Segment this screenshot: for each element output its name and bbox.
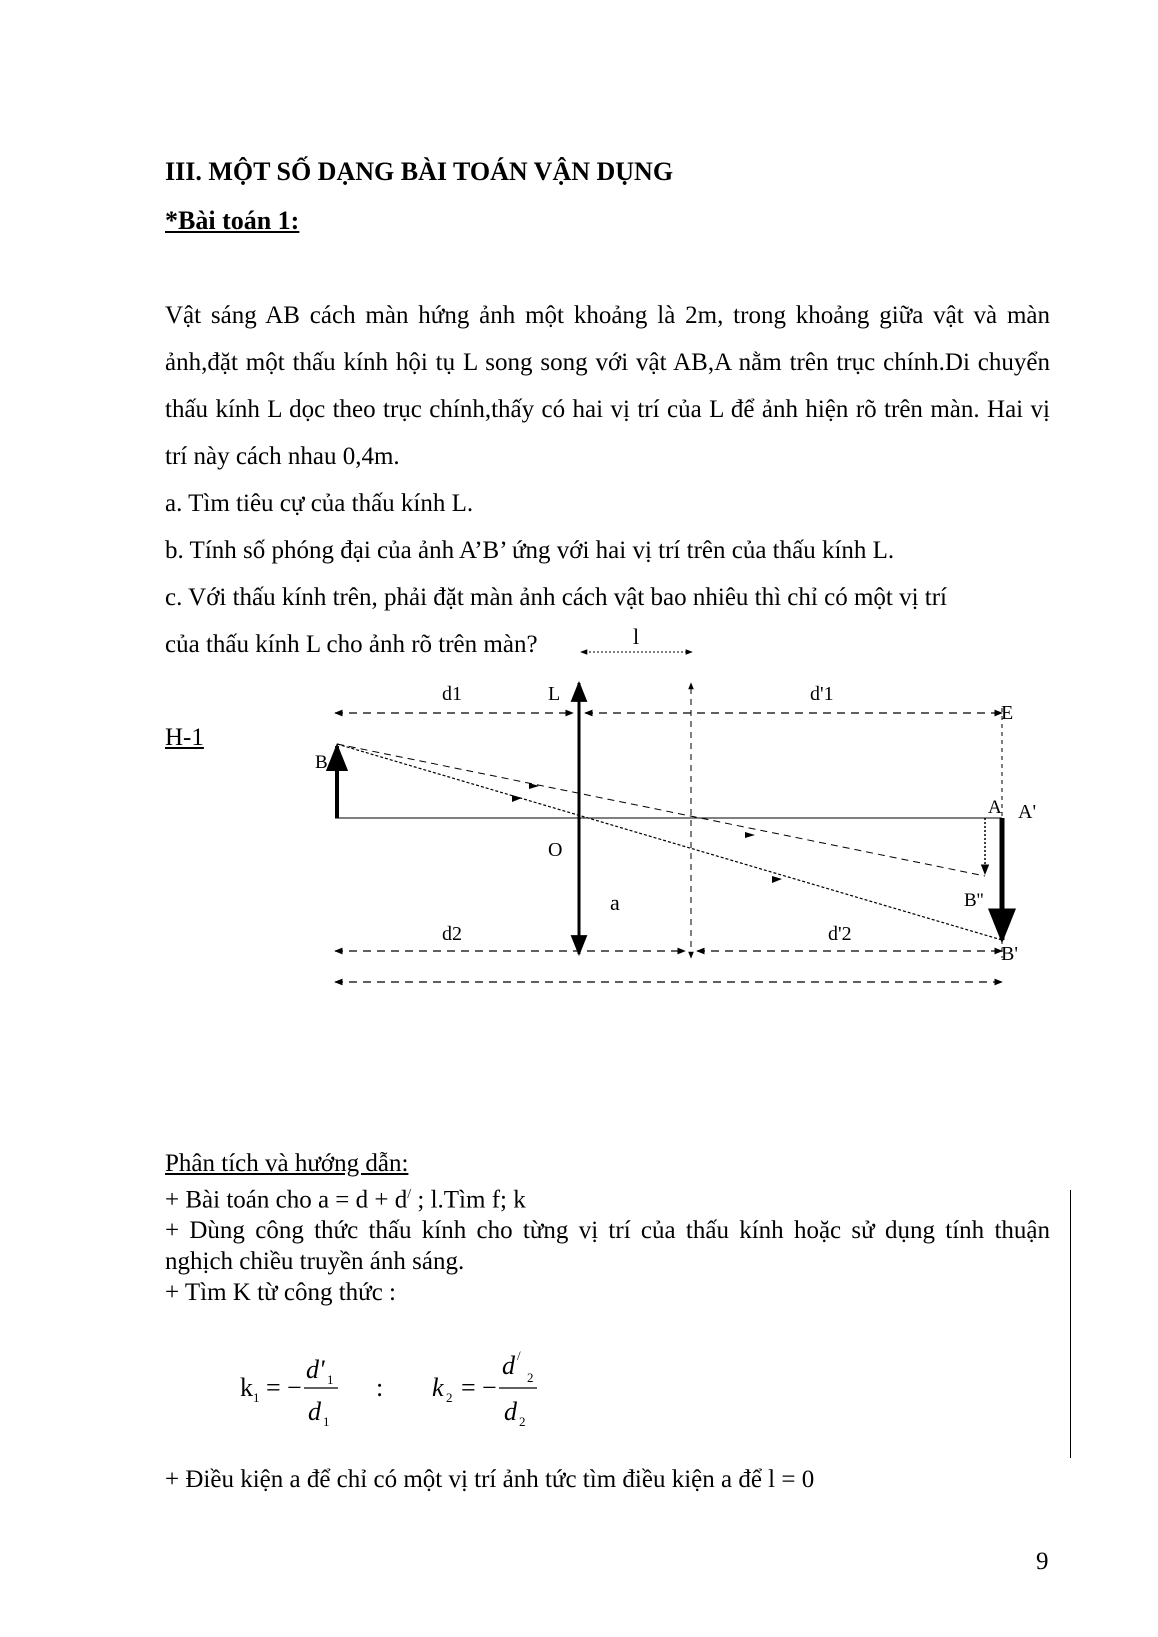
formula-k1: k	[240, 1373, 253, 1402]
analysis-section	[165, 1148, 1050, 1308]
question-c-line1: c. Với thấu kính trên, phải đặt màn ảnh cách vật bao nhiêu thì chỉ có một vị trí	[165, 584, 947, 611]
label-d2: d2	[442, 923, 462, 945]
object-AB	[315, 746, 337, 818]
formula-k1-sub: 1	[253, 1390, 260, 1405]
formula-num-2-sup: /	[517, 1348, 521, 1363]
formula-num-2-sub: 2	[527, 1370, 534, 1385]
formula-num-1-sub: 1	[327, 1372, 334, 1387]
ray-arrowhead	[529, 783, 539, 789]
analysis-line-2: + Dùng công thức thấu kính cho từng vị trí của thấu kính hoặc sử dụng tính thuận nghịch chiều truyền ánh sáng.	[165, 1217, 1050, 1276]
ray-arrowhead	[512, 795, 522, 802]
formula-eq-1: =	[266, 1373, 281, 1402]
margin-rule	[1070, 1190, 1071, 1458]
rays	[337, 744, 1002, 940]
formula-den-1-sub: 1	[323, 1414, 330, 1428]
image-B-double-prime	[964, 797, 1002, 911]
page-number: 9	[1036, 1548, 1049, 1575]
formula-den-2-sub: 2	[519, 1414, 526, 1428]
label-B: B	[315, 752, 328, 773]
analysis-line-1-sup: /	[407, 1187, 412, 1202]
label-L: L	[548, 683, 561, 705]
label-A-small: A	[988, 797, 1002, 818]
label-d1: d1	[442, 683, 462, 705]
bottom-dimensions	[335, 923, 1002, 982]
analysis-line-1-suffix: ; l.Tìm f; k	[411, 1186, 526, 1214]
question-c-line2: của thấu kính L cho ảnh rõ trên màn?	[165, 631, 538, 658]
analysis-line-3: + Tìm K từ công thức :	[165, 1279, 396, 1307]
formula-den-1: d	[308, 1397, 321, 1426]
image-A-prime-B-prime	[1001, 801, 1036, 965]
label-B-double-prime: B''	[964, 890, 984, 911]
analysis-line-1	[165, 1179, 1050, 1215]
section-heading: III. MỘT SỐ DẠNG BÀI TOÁN VẬN DỤNG	[165, 157, 674, 186]
label-O: O	[548, 839, 563, 861]
label-B-prime: B'	[1001, 943, 1018, 965]
formula-num-1: d'	[306, 1355, 325, 1384]
problem-statement: Vật sáng AB cách màn hứng ảnh một khoảng là 2m, trong khoảng giữa vật và màn ảnh,đặt một thấu kính hội tụ L song song với vật AB,A nằm trên trục chính.Di chuyển thấu kính L dọc theo trục chính,thấy có hai vị trí của L để ảnh hiện rõ trên màn. Hai vị trí này cách nhau 0,4m.	[165, 302, 1050, 470]
formula-k2-sub: 2	[446, 1390, 453, 1405]
ray-arrowhead	[745, 832, 755, 838]
label-A-prime: A'	[1018, 801, 1037, 823]
formula-den-2: d	[504, 1397, 517, 1426]
label-d1-prime: d'1	[810, 683, 834, 705]
figure-label: H-1	[165, 724, 204, 751]
condition-line: + Điều kiện a để chỉ có một vị trí ảnh tức tìm điều kiện a để l = 0	[165, 1466, 815, 1493]
formula-separator: :	[376, 1373, 384, 1402]
formula-num-2: d	[502, 1351, 515, 1380]
label-a: a	[610, 890, 620, 915]
formula-eq-2: =	[461, 1373, 476, 1402]
formula-minus-2: −	[482, 1373, 497, 1402]
label-E: E	[1001, 702, 1014, 724]
ray-arrowhead	[772, 876, 782, 883]
top-dimensions	[335, 683, 1013, 724]
formula-minus-1: −	[287, 1373, 302, 1402]
l-dimension	[581, 624, 692, 652]
question-a: a. Tìm tiêu cự của thấu kính L.	[165, 490, 474, 517]
problem-title: *Bài toán 1:	[165, 206, 300, 235]
label-l: l	[633, 624, 640, 649]
ray-to-B-double-prime	[337, 744, 985, 876]
magnification-formula	[240, 1338, 580, 1428]
label-d2-prime: d'2	[828, 923, 852, 945]
formula-k2: k	[432, 1373, 444, 1402]
analysis-title: Phân tích và hướng dẫn:	[165, 1150, 409, 1177]
analysis-line-1-prefix: + Bài toán cho a = d + d	[165, 1186, 408, 1214]
question-b: b. Tính số phóng đại của ảnh A’B’ ứng với hai vị trí trên của thấu kính L.	[165, 537, 895, 564]
ray-through-center	[337, 744, 1002, 940]
